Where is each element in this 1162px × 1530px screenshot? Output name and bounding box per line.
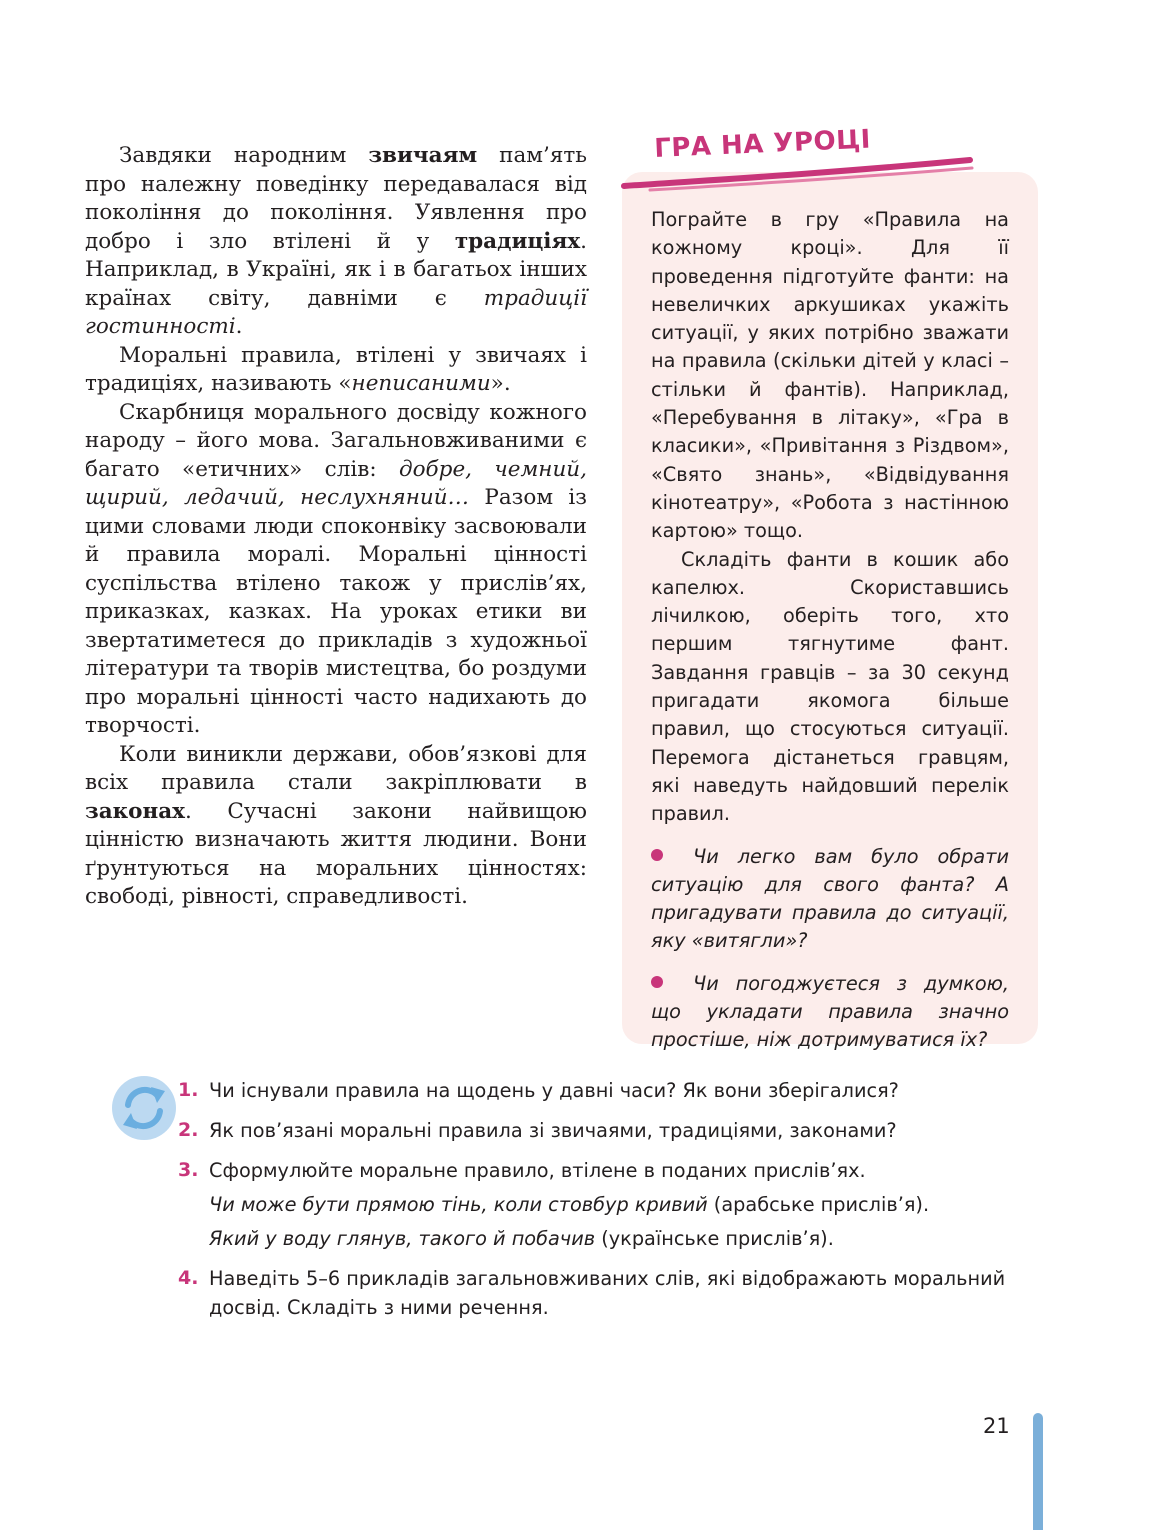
text: Завдяки народним xyxy=(119,143,369,168)
proverb xyxy=(209,1224,1058,1253)
page-edge-bar xyxy=(1033,1413,1043,1530)
proverb-source: (українське прислів’я). xyxy=(595,1227,834,1250)
text: Скарбниця морального досвіду кожного народу – його мова. Загальновживаними є багато «етичних» слів: xyxy=(85,399,587,482)
term-bold: звичаям xyxy=(368,143,478,168)
term-bold: традиціях xyxy=(454,228,581,254)
text: Разом із цими словами люди споконвіку засвоювали й правила моралі. Моральні цінності суспільства втілено також у прислів’ях, приказках, казках. На уроках етики ви звертатиметеся до прикладів з художньої літератури та творів мистецтва, бо роздуми про моральні цінності часто надихають до творчості. xyxy=(85,485,587,738)
text: Коли виникли держави, обов’язкові для всіх правила стали закріплювати в xyxy=(85,741,587,795)
text: . Наприклад, в Україні, як і в багатьох інших країнах світу, давніми є xyxy=(85,228,587,311)
game-title: ГРА НА УРОЦІ xyxy=(653,124,872,164)
text: . xyxy=(235,314,243,339)
question-text: Наведіть 5–6 прикладів загальновживаних слів, які відображають моральний досвід. Складіть з ними речення. xyxy=(209,1267,1006,1319)
text: пам’ять про належну поведінку передавалася від покоління до покоління. Уявлення про добро і зло втілені й у xyxy=(85,143,587,254)
text: ». xyxy=(490,371,511,396)
page-number: 21 xyxy=(983,1414,1010,1438)
proverb-text: Чи може бути прямою тінь, коли стовбур кривий xyxy=(209,1193,708,1216)
game-question xyxy=(651,843,1009,956)
game-text xyxy=(651,206,1009,1055)
term-italic: добре, чемний, щирий, ледачий, неслухняний… xyxy=(85,456,587,510)
term-italic: традиції гостинності xyxy=(85,285,587,339)
proverb xyxy=(209,1190,1058,1219)
question-text: Чи легко вам було обрати ситуацію для свого фанта? А пригадувати правила до ситуації, яку «витягли»? xyxy=(651,844,1009,953)
review-questions xyxy=(178,1076,1058,1333)
question-text: Чи погоджуєтеся з думкою, що укладати правила значно простіше, ніж дотримуватися їх? xyxy=(651,971,1009,1052)
question-item xyxy=(178,1264,1058,1322)
question-text: Чи існували правила на щодень у давні часи? Як вони зберігалися? xyxy=(209,1079,899,1102)
question-number: 2. xyxy=(178,1119,199,1141)
term-italic: неписаними xyxy=(351,371,491,396)
question-number: 3. xyxy=(178,1159,199,1181)
question-item xyxy=(178,1076,1058,1105)
question-text: Сформулюйте моральне правило, втілене в поданих прислів’ях. xyxy=(209,1159,866,1182)
paragraph xyxy=(85,142,587,342)
bullet-dot-icon xyxy=(651,849,663,861)
cycle-arrows-icon xyxy=(111,1075,177,1141)
question-number: 4. xyxy=(178,1267,199,1289)
proverb-source: (арабське прислів’я). xyxy=(707,1193,930,1216)
paragraph xyxy=(85,342,587,399)
game-question xyxy=(651,970,1009,1055)
main-text xyxy=(85,142,587,912)
paragraph xyxy=(85,741,587,912)
game-paragraph: Пограйте в гру «Правила на кожному кроці». Для її проведення підготуйте фанти: на невеличких аркушиках укажіть ситуації, у яких потрібно зважати на правила (скільки дітей у класі – стільки й фантів). Наприклад, «Перебування в літаку», «Гра в класики», «Привітання з Різдвом», «Свято знань», «Відвідування кінотеатру», «Робота з настінною картою» тощо. xyxy=(651,208,1009,543)
term-bold: законах xyxy=(85,798,186,824)
question-item xyxy=(178,1116,1058,1145)
question-text: Як пов’язані моральні правила зі звичаями, традиціями, законами? xyxy=(209,1119,897,1142)
text: Моральні правила, втілені у звичаях і традиціях, називають « xyxy=(85,342,587,396)
question-item xyxy=(178,1156,1058,1253)
question-number: 1. xyxy=(178,1079,199,1101)
proverb-text: Який у воду глянув, такого й побачив xyxy=(209,1227,596,1250)
game-paragraph: Складіть фанти в кошик або капелюх. Скориставшись лічилкою, оберіть того, хто першим тягнутиме фант. Завдання гравців – за 30 секунд пригадати якомога більше правил, що стосуються ситуації. Перемога дістанеться гравцям, які наведуть найдовший перелік правил. xyxy=(651,547,1009,826)
bullet-dot-icon xyxy=(651,976,663,988)
text: . Сучасні закони найвищою цінністю визначають життя людини. Вони ґрунтуються на моральних цінностях: свободі, рівності, справедливості. xyxy=(85,798,587,909)
paragraph xyxy=(85,399,587,741)
